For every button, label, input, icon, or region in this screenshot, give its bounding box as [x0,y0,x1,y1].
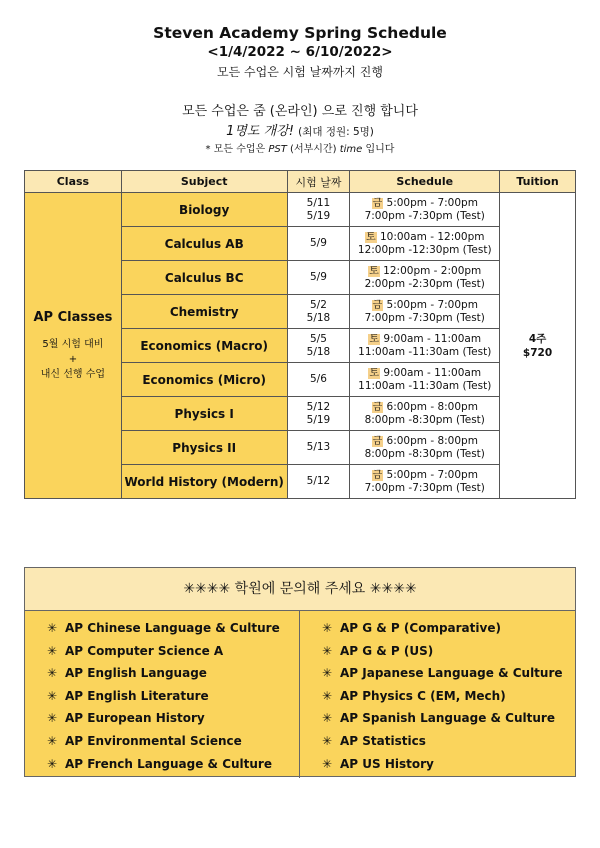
course-name: AP Chinese Language & Culture [65,621,280,635]
bullet-icon: ✳ [47,688,58,703]
test-time: 7:00pm -7:30pm (Test) [364,481,485,494]
test-date-1: 5/13 [306,441,331,453]
test-date-cell [287,295,350,329]
day-badge: 금 [372,435,383,447]
course-name: AP English Language [65,666,207,681]
test-date-1: 5/12 [306,475,331,487]
notice-time-time: time [339,144,363,155]
bullet-icon: ✳ [322,643,333,658]
class-desc-3: 내신 선행 수업 [40,368,106,380]
test-date-1: 5/5 [310,332,327,345]
schedule-table [24,170,576,499]
test-date-1: 5/11 [306,196,331,209]
schedule-cell [350,397,500,431]
test-date-2: 5/19 [306,413,331,426]
subject-cell: Physics II [121,431,287,465]
course-name: AP European History [65,711,205,726]
course-name: AP US History [340,756,434,771]
subject-cell: Chemistry [121,295,287,329]
test-time: 2:00pm -2:30pm (Test) [364,277,485,290]
notice-min-main: 1명도 개강! [226,124,294,139]
schedule-cell [350,227,500,261]
test-time: 8:00pm -8:30pm (Test) [364,413,485,426]
test-date-1: 5/9 [310,237,327,249]
schedule-cell [350,465,500,499]
list-item [322,753,575,776]
schedule-cell [350,329,500,363]
inquiry-left-column [25,611,300,778]
test-date-2: 5/18 [306,345,331,358]
class-desc-1: 5월 시험 대비 [42,338,104,350]
day-badge: 금 [372,469,383,481]
course-name: AP G & P (US) [340,643,434,658]
notice-time-pst: PST [268,144,287,155]
day-badge: 토 [369,333,380,345]
class-time: 9:00am - 11:00am [380,366,482,379]
notice-min-paren: (최대 정원: 5명) [298,126,374,138]
bullet-icon: ✳ [47,733,58,748]
day-badge: 토 [365,231,376,243]
schedule-cell [350,363,500,397]
test-time: 8:00pm -8:30pm (Test) [364,447,485,460]
class-time: 6:00pm - 8:00pm [383,434,478,447]
schedule-cell [350,431,500,465]
test-date-1: 5/9 [310,271,327,283]
test-date-1: 5/12 [306,400,331,413]
test-date-cell [287,397,350,431]
notice-timezone [0,140,600,155]
class-time: 6:00pm - 8:00pm [383,400,478,413]
course-name: AP Spanish Language & Culture [340,711,555,726]
bullet-icon: ✳ [47,711,58,726]
list-item [47,730,299,753]
list-item [322,640,575,663]
test-date-1: 5/6 [310,373,327,385]
list-item [47,753,299,776]
class-desc-2: + [68,353,78,365]
class-cell [25,193,122,499]
bullet-icon: ✳ [47,666,58,681]
schedule-cell [350,295,500,329]
subject-cell: Economics (Micro) [121,363,287,397]
subject-cell: Economics (Macro) [121,329,287,363]
notice-online: 모든 수업은 줌 (온라인) 으로 진행 합니다 [182,104,418,119]
list-item [47,640,299,663]
inquiry-right-column [300,611,575,778]
notice-min-students [0,120,600,139]
class-time: 5:00pm - 7:00pm [383,468,478,481]
bullet-icon: ✳ [322,666,333,681]
test-date-2: 5/19 [306,209,331,222]
list-item [322,730,575,753]
class-time: 12:00pm - 2:00pm [379,264,482,277]
date-range: <1/4/2022 ~ 6/10/2022> [207,44,393,60]
page-title: Steven Academy Spring Schedule [153,24,447,42]
list-item [47,662,299,685]
test-time: 12:00pm -12:30pm (Test) [357,243,492,256]
schedule-body [25,193,576,499]
bullet-icon: ✳ [322,733,333,748]
schedule-cell [350,261,500,295]
bullet-icon: ✳ [322,688,333,703]
bullet-icon: ✳ [47,756,58,771]
list-item [322,662,575,685]
day-badge: 토 [369,367,380,379]
course-name: AP G & P (Comparative) [340,621,501,635]
class-name: AP Classes [33,309,113,325]
course-name: AP Environmental Science [65,733,242,748]
header-subject: Subject [121,171,287,193]
test-date-cell [287,227,350,261]
subject-cell: World History (Modern) [121,465,287,499]
subject-cell: Physics I [121,397,287,431]
test-date-cell [287,363,350,397]
subject-cell: Calculus AB [121,227,287,261]
class-time: 9:00am - 11:00am [380,332,482,345]
bullet-icon: ✳ [47,621,58,635]
notice-time-c: 입니다 [362,144,395,155]
header-tuition: Tuition [500,171,576,193]
list-item [47,685,299,708]
bullet-icon: ✳ [322,621,333,635]
notice-time-b: (서부시간) [286,144,340,155]
table-header-row [25,171,576,193]
tuition-cell [500,193,576,499]
test-date-cell [287,193,350,227]
header-class: Class [25,171,122,193]
subtitle: 모든 수업은 시험 날짜까지 진행 [217,65,383,79]
course-name: AP English Literature [65,688,209,703]
bullet-icon: ✳ [47,643,58,658]
list-item [47,617,299,640]
class-time: 10:00am - 12:00pm [376,230,485,243]
course-name: AP Statistics [340,733,426,748]
subject-cell: Calculus BC [121,261,287,295]
tuition-weeks: 4주 [528,332,547,345]
test-time: 11:00am -11:30am (Test) [358,379,492,392]
day-badge: 금 [372,299,383,311]
course-name: AP Japanese Language & Culture [340,666,563,681]
test-date-1: 5/2 [310,298,327,311]
list-item [47,707,299,730]
test-date-cell [287,261,350,295]
test-date-cell [287,465,350,499]
subject-cell: Biology [121,193,287,227]
test-date-cell [287,329,350,363]
test-time: 7:00pm -7:30pm (Test) [364,209,485,222]
header-test-date: 시험 날짜 [287,171,350,193]
course-name: AP French Language & Culture [65,756,272,771]
notice-time-a: * 모든 수업은 [205,144,269,155]
bullet-icon: ✳ [322,756,333,771]
test-date-cell [287,431,350,465]
day-badge: 금 [372,401,383,413]
bullet-icon: ✳ [322,711,333,726]
class-time: 5:00pm - 7:00pm [383,196,478,209]
list-item [322,617,575,640]
course-name: AP Physics C (EM, Mech) [340,688,506,703]
tuition-price: $720 [522,346,553,359]
inquiry-heading: ✳✳✳✳ 학원에 문의해 주세요 ✳✳✳✳ [25,568,575,611]
day-badge: 금 [372,197,383,209]
schedule-cell [350,193,500,227]
course-name: AP Computer Science A [65,643,224,658]
table-row [25,193,576,227]
class-time: 5:00pm - 7:00pm [383,298,478,311]
test-date-2: 5/18 [306,311,331,324]
test-time: 7:00pm -7:30pm (Test) [364,311,485,324]
day-badge: 토 [369,265,379,277]
test-time: 11:00am -11:30am (Test) [358,345,492,358]
list-item [322,685,575,708]
list-item [322,707,575,730]
header-schedule: Schedule [350,171,500,193]
inquiry-box [24,567,576,777]
